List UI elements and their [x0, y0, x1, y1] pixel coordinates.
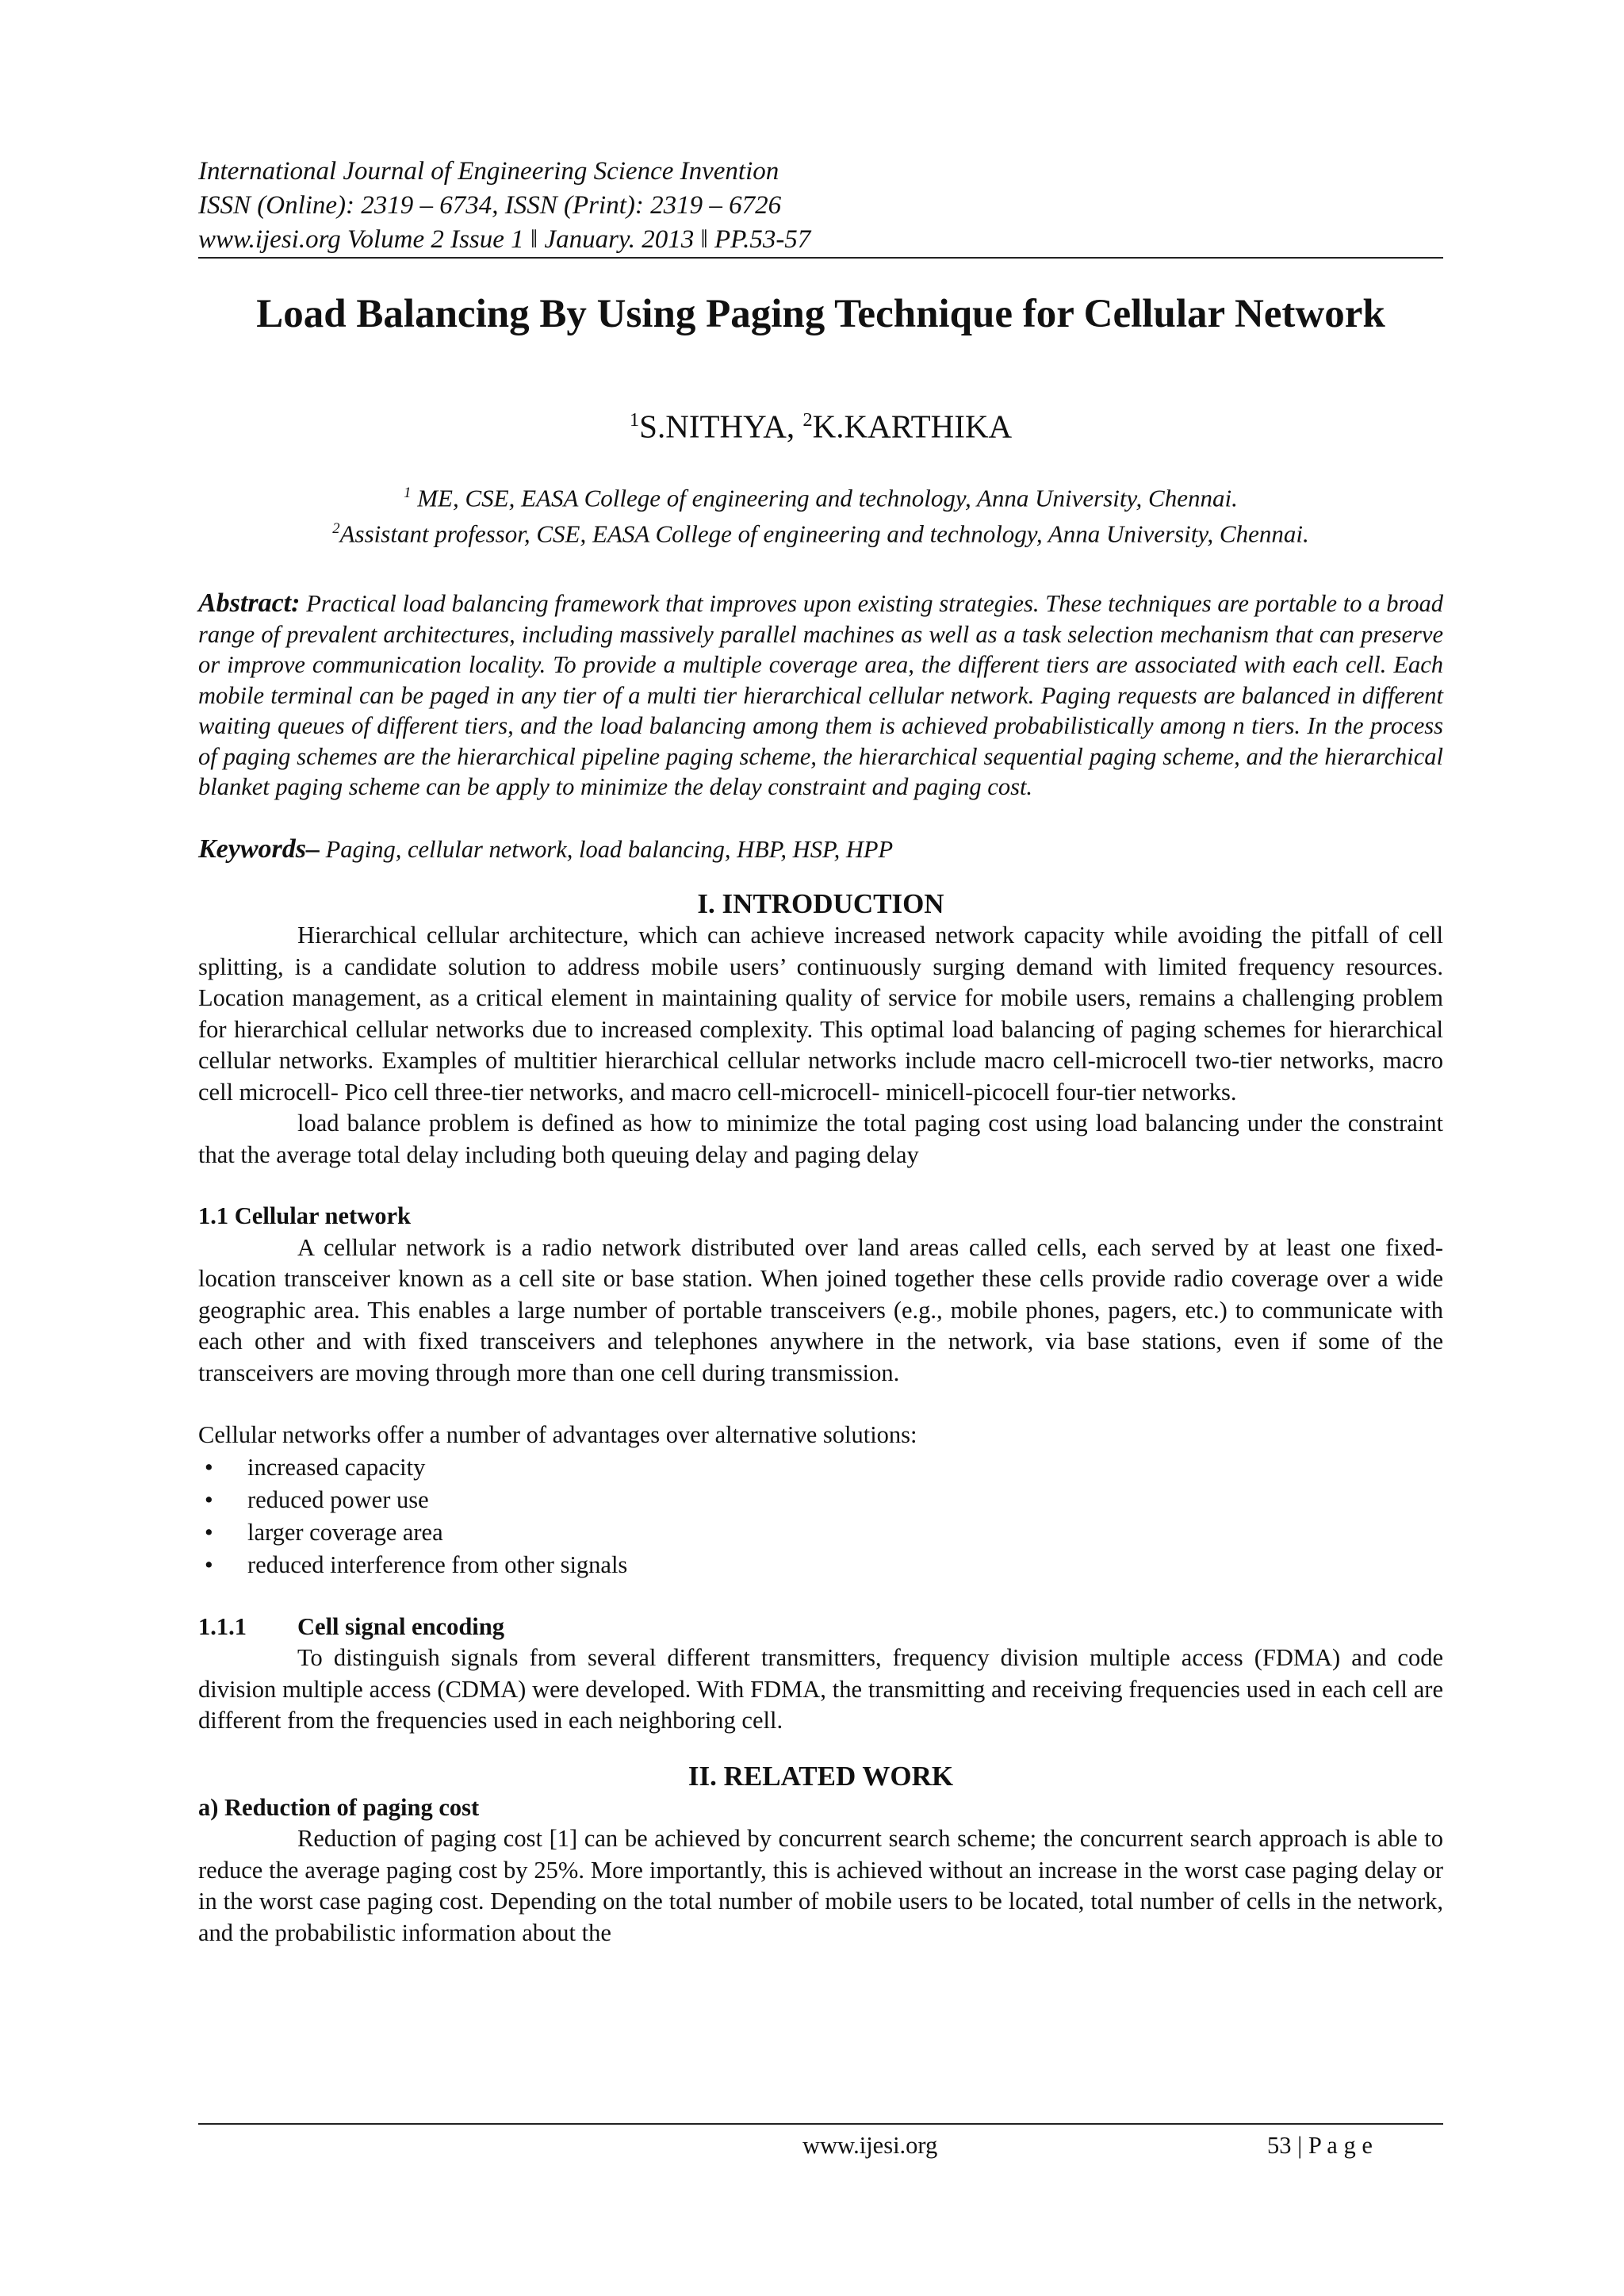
author-1-marker: 1: [629, 409, 640, 431]
bullet-icon: •: [205, 1453, 213, 1481]
journal-header: [198, 155, 1443, 257]
footer-divider: [198, 2123, 1443, 2125]
affiliations: [198, 477, 1443, 550]
bullet-icon: •: [205, 1550, 213, 1578]
keywords: [198, 834, 1443, 865]
list-item-text: reduced interference from other signals: [247, 1550, 628, 1578]
footer-website: www.ijesi.org: [802, 2132, 938, 2159]
subsection-heading-cell-signal-encoding: [198, 1612, 1443, 1643]
header-divider: [198, 257, 1443, 259]
advantages-list: [198, 1451, 1443, 1581]
cellular-paragraph-1: A cellular network is a radio network distributed over land areas called cells, each served by at least one fixed-location transceiver known as a cell site or base station. When joined together these cells provide radio coverage over a wide geographic area. This enables a large number of portable transceivers (e.g., mobile phones, pagers, etc.) to communicate with each other and with fixed transceivers and telephones anywhere in the network, via base stations, even if some of the transceivers are moving through more than one cell during transmission.: [198, 1233, 1443, 1386]
list-item: [198, 1451, 1443, 1484]
affiliation-2-marker: 2: [332, 519, 340, 537]
author-1: S.NITHYA,: [639, 408, 803, 445]
subsection-title: Cell signal encoding: [297, 1612, 504, 1640]
affiliation-1-text: ME, CSE, EASA College of engineering and technology, Anna University, Chennai.: [411, 483, 1238, 512]
author-list: [198, 401, 1443, 446]
affiliation-1: [198, 477, 1443, 513]
cellular-paragraph-2: Cellular networks offer a number of advantages over alternative solutions:: [198, 1421, 917, 1449]
paper-title: Load Balancing By Using Paging Technique for Cellular Network: [256, 292, 1385, 336]
affiliation-2: [198, 513, 1443, 549]
related-paragraph-1: Reduction of paging cost [1] can be achieved by concurrent search scheme; the concurrent search approach is able to reduce the average paging cost by 25%. More importantly, this is achieved without an increase in the worst case paging delay or in the worst case paging cost. Depending on the total number of mobile users to be located, total number of cells in the network, and the probabilistic information about the: [198, 1825, 1443, 1946]
journal-volume: www.ijesi.org Volume 2 Issue 1 ǁ January. 2013 ǁ PP.53-57: [198, 225, 811, 254]
list-item-text: reduced power use: [247, 1485, 429, 1513]
subsection-heading-reduction-paging-cost: a) Reduction of paging cost: [198, 1793, 480, 1821]
affiliation-2-text: Assistant professor, CSE, EASA College of engineering and technology, Anna University, Chennai.: [339, 519, 1309, 548]
list-item: [198, 1484, 1443, 1516]
list-item-text: increased capacity: [247, 1453, 426, 1481]
author-2-marker: 2: [802, 409, 813, 431]
keywords-text: Paging, cellular network, load balancing, HBP, HSP, HPP: [320, 835, 894, 863]
keywords-label: Keywords–: [198, 834, 320, 864]
intro-paragraph-1: Hierarchical cellular architecture, which can achieve increased network capacity while avoiding the pitfall of cell splitting, is a candidate solution to address mobile users’ continuously surging demand with limited frequency resources. Location management, as a critical element in maintaining quality of service for mobile users, remains a challenging problem for hierarchical cellular networks due to increased complexity. This optimal load balancing of paging schemes for hierarchical cellular networks. Examples of multitier hierarchical cellular networks include macro cell-microcell two-tier networks, macro cell microcell- Pico cell three-tier networks, and macro cell-microcell- minicell-picocell four-tier networks.: [198, 922, 1443, 1106]
abstract-text: Practical load balancing framework that improves upon existing strategies. These techniques are portable to a broad range of prevalent architectures, including massively parallel machines as well as a task selection mechanism that can preserve or improve communication locality. To provide a multiple coverage area, the different tiers are associated with each cell. Each mobile terminal can be paged in any tier of a multi tier hierarchical cellular network. Paging requests are balanced in different waiting queues of different tiers, and the load balancing among them is achieved probabilistically among n tiers. In the process of paging schemes are the hierarchical pipeline paging scheme, the hierarchical sequential paging scheme, and the hierarchical blanket paging scheme can be apply to minimize the delay constraint and paging cost.: [198, 590, 1443, 801]
section-heading-introduction: I. INTRODUCTION: [697, 888, 944, 920]
abstract-label: Abstract:: [198, 588, 301, 619]
abstract: [198, 588, 1443, 803]
intro-paragraph-2: load balance problem is defined as how to minimize the total paging cost using load balancing under the constraint that the average total delay including both queuing delay and paging delay: [198, 1110, 1443, 1168]
paper-page: [198, 155, 1443, 1949]
list-item: [198, 1516, 1443, 1549]
list-item-text: larger coverage area: [247, 1518, 443, 1546]
section-heading-related-work: II. RELATED WORK: [688, 1760, 954, 1792]
encoding-paragraph-1: To distinguish signals from several different transmitters, frequency division multiple access (FDMA) and code division multiple access (CDMA) were developed. With FDMA, the transmitting and receiving frequencies used in each cell are different from the frequencies used in each neighboring cell.: [198, 1644, 1443, 1734]
bullet-icon: •: [205, 1485, 213, 1513]
list-item: [198, 1549, 1443, 1581]
bullet-icon: •: [205, 1518, 213, 1546]
affiliation-1-marker: 1: [404, 484, 412, 501]
subsection-heading-cellular-network: 1.1 Cellular network: [198, 1202, 411, 1230]
journal-issn: ISSN (Online): 2319 – 6734, ISSN (Print): 2319 – 6726: [198, 191, 782, 220]
author-2: K.KARTHIKA: [812, 408, 1013, 445]
footer-page-number: 53 | P a g e: [1267, 2132, 1373, 2159]
subsection-number: 1.1.1: [198, 1612, 247, 1640]
journal-name: International Journal of Engineering Science Invention: [198, 157, 779, 186]
